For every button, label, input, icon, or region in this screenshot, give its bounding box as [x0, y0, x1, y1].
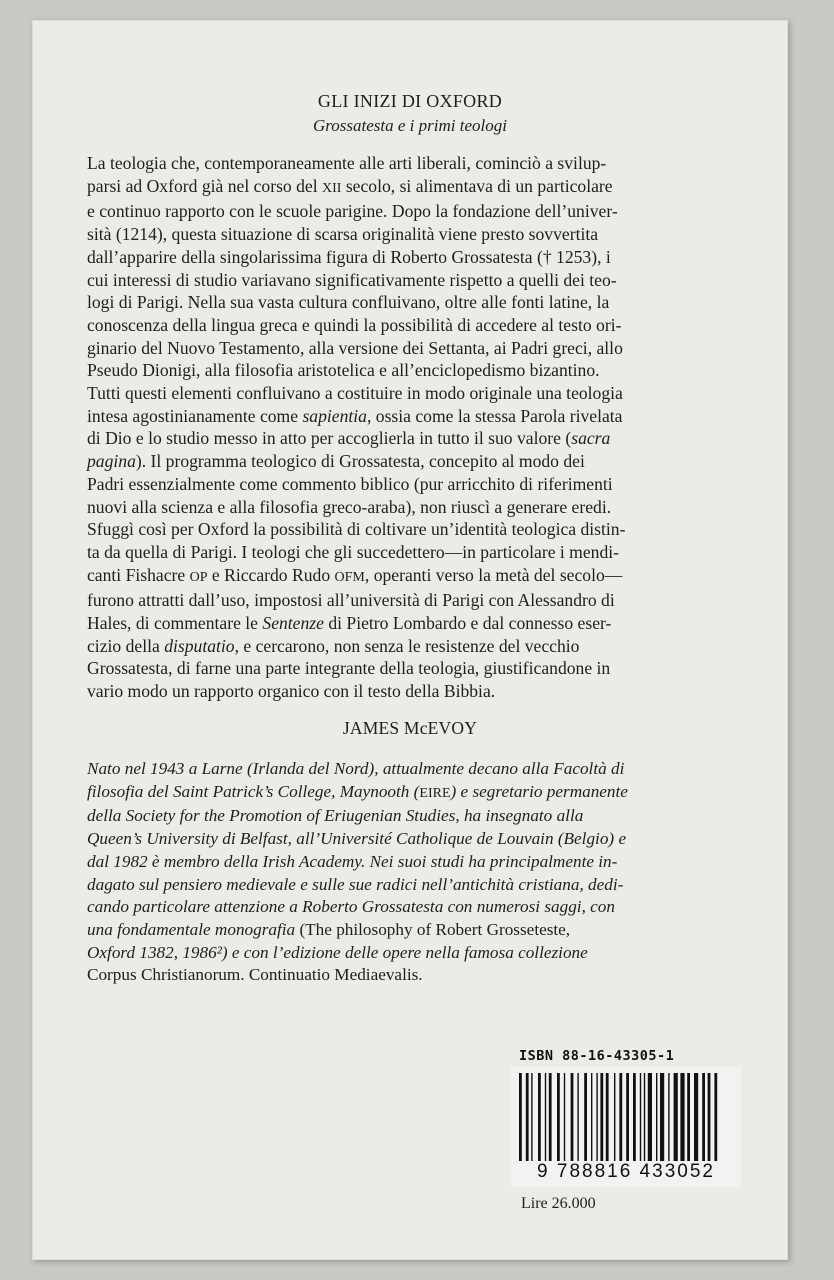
bio-line-segment: Nato nel 1943 a Larne (Irlanda del Nord), attualmente decano alla Facoltà di	[87, 759, 625, 778]
barcode-bars	[511, 1067, 741, 1163]
description-line-segment: sità (1214), questa situazione di scarsa originalità viene presto sovvertita	[87, 224, 599, 245]
description-line-segment: conoscenza della lingua greca e quindi la possibilità di accedere al testo ori-	[87, 314, 622, 335]
barcode-bar	[545, 1073, 546, 1161]
description-line-segment: cizio della	[87, 635, 165, 656]
description-line-segment: Sfuggì così per Oxford la possibilità di coltivare un’identità teologica distin-	[87, 519, 626, 540]
barcode-bar	[656, 1073, 657, 1161]
bio-line	[87, 781, 757, 806]
barcode-bar	[614, 1073, 615, 1161]
bio-line-segment: Corpus Christianorum. Continuatio Mediaevalis.	[87, 965, 423, 985]
bio-line	[87, 851, 757, 874]
description-line-segment: ta da quella di Parigi. I teologi che gli succedettero—in particolare i mendi-	[87, 541, 620, 562]
barcode-bar	[577, 1073, 578, 1161]
barcode-bar	[640, 1073, 641, 1161]
description-line-segment: Padri essenzialmente come commento biblico (pur arricchito di riferimenti	[87, 473, 613, 494]
description-line-segment: Tutti questi elementi confluivano a costituire in modo originale una teologia	[87, 383, 623, 404]
bio-line-segment: Oxford 1382, 1986²) e con l’edizione delle opere nella famosa collezione	[87, 942, 588, 962]
barcode-bar	[526, 1073, 529, 1161]
description-line-segment: , ossia come la stessa Parola rivelata	[366, 405, 623, 426]
description-line-segment: di Dio e lo studio messo in atto per accoglierla in tutto il suo valore (	[87, 428, 572, 449]
description-line	[87, 246, 757, 269]
barcode-bar	[648, 1073, 652, 1161]
description-line	[87, 337, 757, 360]
description-line-segment: e continuo rapporto con le scuole parigine. Dopo la fondazione dell’univer-	[87, 201, 618, 222]
barcode-bar	[694, 1073, 698, 1161]
description-line	[87, 405, 757, 428]
barcode-bar	[531, 1073, 532, 1161]
description-line	[87, 589, 757, 612]
bio-line	[87, 828, 757, 851]
barcode-bar	[687, 1073, 690, 1161]
description-line	[87, 382, 757, 405]
bio-line-segment: una fondamentale monografia	[87, 919, 296, 939]
description-line-segment: cui interessi di studio variavano significativamente rispetto a quelli dei teo-	[87, 269, 617, 290]
description-line-segment: disputatio	[164, 635, 235, 656]
barcode-bar	[549, 1073, 552, 1161]
bio-line-segment: ) e segretario permanente	[450, 781, 628, 801]
description-line	[87, 223, 757, 246]
book-back-cover	[32, 20, 788, 1260]
barcode-bar	[600, 1073, 603, 1161]
description-line	[87, 657, 757, 680]
description-line-segment: , e cercarono, non senza le resistenze del vecchio	[234, 635, 580, 656]
barcode-bar	[564, 1073, 565, 1161]
barcode-bar	[557, 1073, 560, 1161]
author-bio	[87, 758, 757, 987]
barcode-bar	[644, 1073, 645, 1161]
book-subtitle: Grossatesta e i primi teologi	[313, 116, 507, 135]
description-line-segment: ginario del Nuovo Testamento, alla versione dei Settanta, ai Padri greci, allo	[87, 337, 623, 358]
barcode-bar	[626, 1073, 629, 1161]
description-line-segment: secolo, si alimentava di un particolare	[341, 175, 613, 196]
bio-line	[87, 758, 757, 781]
description-line	[87, 564, 757, 590]
description-line-segment: vario modo un rapporto organico con il testo della Bibbia.	[87, 681, 496, 702]
description-line-segment: XII	[322, 180, 342, 196]
bio-line-segment: Queen’s University di Belfast, all’Université Catholique de Louvain (Belgio) e	[87, 829, 627, 849]
bio-line	[87, 896, 757, 919]
description-line-segment: e Riccardo Rudo	[207, 564, 335, 585]
barcode-bar	[606, 1073, 609, 1161]
description-line-segment: La teologia che, contemporaneamente alle arti liberali, cominciò a svilup-	[87, 153, 607, 173]
barcode-bar	[702, 1073, 705, 1161]
barcode-bar	[619, 1073, 622, 1161]
description-line-segment: sacra	[571, 428, 611, 449]
isbn-label: ISBN 88-16-43305-1	[519, 1048, 675, 1064]
description-line-segment: Hales, di commentare le	[87, 613, 263, 634]
description-line-segment: Grossatesta, di farne una parte integrante della teologia, giustificandone in	[87, 658, 611, 679]
description-line-segment: furono attratti dall’uso, impostosi all’università di Parigi con Alessandro di	[87, 590, 615, 611]
barcode-bar	[674, 1073, 678, 1161]
description-line-segment: intesa agostinianamente come	[87, 405, 303, 426]
description-line	[87, 269, 757, 292]
barcode-bar	[538, 1073, 541, 1161]
bio-line-segment: filosofia del Saint Patrick’s College, Maynooth (	[87, 781, 420, 801]
barcode-bar	[591, 1073, 592, 1161]
bio-line-segment: cando particolare attenzione a Roberto Grossatesta con numerosi saggi, con	[87, 897, 615, 917]
barcode-bar	[596, 1073, 597, 1161]
bio-line-segment: (The philosophy of Robert Grosseteste,	[295, 919, 571, 939]
description-line	[87, 680, 757, 703]
description-line-segment: sapientia	[302, 405, 367, 426]
description-line-segment: Pseudo Dionigi, alla filosofia aristotelica e all’enciclopedismo bizantino.	[87, 360, 600, 381]
description-line	[87, 612, 757, 635]
description-line	[87, 473, 757, 496]
barcode-bar	[584, 1073, 587, 1161]
description-line-segment: di Pietro Lombardo e dal connesso eser-	[323, 613, 612, 634]
barcode-bar	[680, 1073, 684, 1161]
barcode-bar	[633, 1073, 636, 1161]
description-line	[87, 427, 757, 450]
description-line	[87, 152, 757, 175]
bio-line	[87, 942, 757, 965]
bio-line	[87, 874, 757, 897]
book-description	[87, 152, 757, 703]
barcode-bar	[668, 1073, 669, 1161]
description-line-segment: dall’apparire della singolarissima figura di Roberto Grossatesta († 1253), i	[87, 246, 611, 267]
description-line-segment: , operanti verso la metà del secolo—	[364, 564, 623, 585]
barcode-bar	[571, 1073, 574, 1161]
description-line-segment: canti Fishacre	[87, 564, 190, 585]
bio-line	[87, 964, 757, 987]
description-line-segment: OP	[189, 569, 208, 585]
description-line-segment: OFM	[334, 569, 365, 585]
description-line-segment: nuovi alla scienza e alla filosofia greco-araba), non riuscì a generare eredi.	[87, 496, 612, 517]
barcode-bar	[708, 1073, 711, 1161]
description-line-segment: Sentenze	[262, 613, 324, 634]
description-line	[87, 635, 757, 658]
bio-line-segment: EIRE	[419, 785, 451, 801]
bio-line	[87, 919, 757, 942]
book-title: GLI INIZI DI OXFORD	[317, 91, 503, 111]
description-line	[87, 175, 757, 201]
bio-line-segment: dagato sul pensiero medievale e sulle sue radici nell’antichità cristiana, dedi-	[87, 874, 624, 894]
description-line	[87, 496, 757, 519]
description-line	[87, 450, 757, 473]
price-label: Lire 26.000	[521, 1195, 596, 1212]
description-line	[87, 518, 757, 541]
description-line	[87, 314, 757, 337]
description-line	[87, 359, 757, 382]
description-line	[87, 291, 757, 314]
description-line-segment: parsi ad Oxford già nel corso del	[87, 175, 322, 196]
bio-line	[87, 805, 757, 828]
barcode-bar	[519, 1073, 522, 1161]
barcode-digits: 9 788816 433052	[511, 1161, 741, 1183]
description-line-segment: ). Il programma teologico di Grossatesta, concepito al modo dei	[135, 451, 585, 472]
bio-line-segment: della Society for the Promotion of Eriugenian Studies, ha insegnato alla	[87, 806, 584, 826]
barcode-bar	[660, 1073, 664, 1161]
description-line	[87, 541, 757, 564]
description-line	[87, 200, 757, 223]
description-line-segment: logi di Parigi. Nella sua vasta cultura confluivano, oltre alle fonti latine, la	[87, 292, 610, 313]
author-name: JAMES McEVOY	[342, 718, 478, 738]
barcode-bar	[714, 1073, 717, 1161]
bio-line-segment: dal 1982 è membro della Irish Academy. Nei suoi studi ha principalmente in-	[87, 851, 618, 871]
description-line-segment: pagina	[87, 451, 136, 472]
